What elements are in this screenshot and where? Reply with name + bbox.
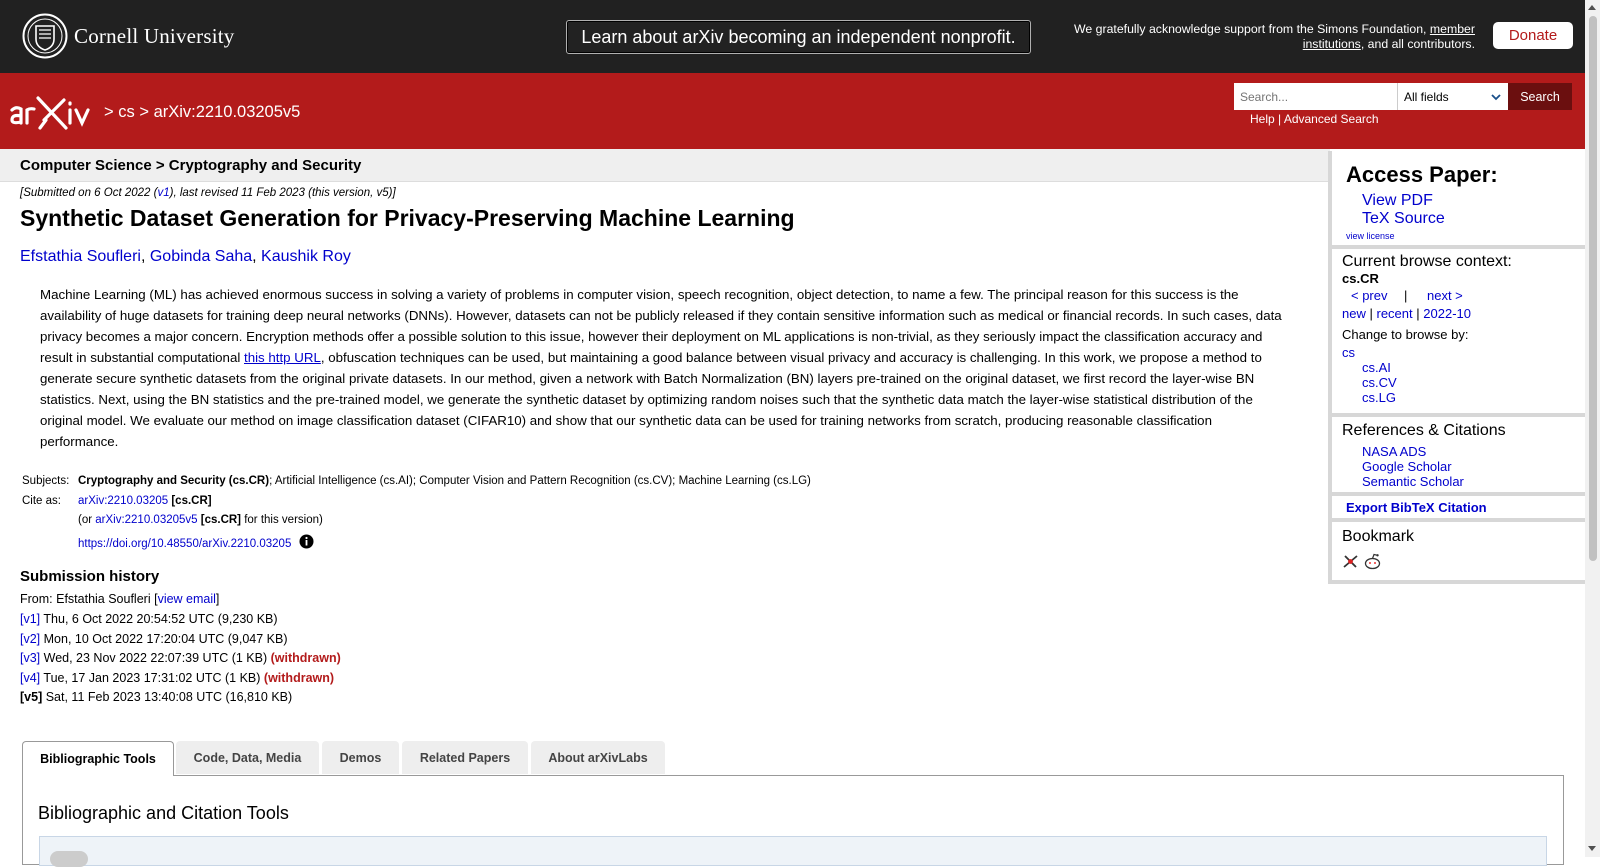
export-bibtex-link[interactable]: Export BibTeX Citation	[1346, 500, 1487, 515]
acknowledgement-text	[1060, 22, 1475, 52]
version-info: Wed, 23 Nov 2022 22:07:39 UTC (1 KB)	[40, 651, 271, 665]
help-link[interactable]: Help	[1250, 112, 1275, 126]
abstract-http-link[interactable]: this http URL	[244, 350, 321, 365]
subjects-label: Subjects:	[22, 475, 70, 487]
google-scholar-link[interactable]: Google Scholar	[1362, 459, 1452, 474]
bookmark-title: Bookmark	[1342, 528, 1415, 545]
ack-prefix: We gratefully acknowledge support from the Simons Foundation,	[1074, 22, 1430, 36]
subject-header: Computer Science > Cryptography and Security	[20, 157, 362, 174]
version-row	[20, 651, 341, 665]
search-input[interactable]: Search...	[1234, 83, 1397, 110]
breadcrumb	[104, 103, 300, 122]
other-subjects: ; Artificial Intelligence (cs.AI); Computer Vision and Pattern Recognition (cs.CV); Machine Learning (cs.LG)	[269, 475, 811, 487]
info-icon[interactable]	[299, 534, 314, 549]
breadcrumb-sep: >	[104, 103, 114, 121]
withdrawn-badge: (withdrawn)	[263, 671, 335, 685]
breadcrumb-paper-id: arXiv:2210.03205v5	[153, 103, 301, 121]
browse-lg-link[interactable]: cs.LG	[1362, 390, 1396, 405]
bibsonomy-icon[interactable]	[1342, 553, 1359, 570]
version-link[interactable]: [v2]	[20, 632, 41, 646]
version-link[interactable]: [v1]	[20, 612, 41, 626]
recent-link[interactable]: recent	[1376, 306, 1413, 321]
author-link[interactable]: Gobinda Saha	[149, 248, 253, 265]
withdrawn-badge: (withdrawn)	[270, 651, 341, 665]
abstract-text: Machine Learning (ML) has achieved enormous success in solving a variety of problems in computer vision, speech recognition, object detection, to name a few. The principal reason for this success is the availability of huge datasets for training deep neural networks (DNNs). However, datasets can not be publicly released if they contain sensitive information such as medical or financial records. In such cases, data privacy becomes a major concern. Encryption methods offer a possible solution to this issue, however their deployment on ML applications is non-trivial, as they seriously impact the classification accuracy and result in substantial computational	[40, 287, 1282, 365]
breadcrumb-cs[interactable]: cs	[118, 103, 135, 121]
version-row-current	[20, 690, 292, 704]
submitter	[20, 592, 219, 606]
bibliographic-explorer-toggle[interactable]	[50, 851, 88, 867]
search-field-value: All fields	[1404, 89, 1449, 104]
sidebar-divider	[1332, 492, 1585, 496]
cite-tag: [cs.CR]	[168, 495, 212, 507]
view-email-link[interactable]: view email	[157, 592, 216, 606]
access-paper-title: Access Paper:	[1346, 162, 1498, 187]
browse-cs-link[interactable]: cs	[1342, 345, 1355, 360]
tex-source-link[interactable]: TeX Source	[1362, 210, 1445, 227]
breadcrumb-sep: >	[139, 103, 149, 121]
new-link[interactable]: new	[1342, 306, 1366, 321]
cornell-wordmark[interactable]: Cornell University	[74, 24, 235, 48]
month-link[interactable]: 2022-10	[1423, 306, 1471, 321]
search-button[interactable]: Search	[1508, 83, 1572, 110]
subjects-value	[78, 475, 811, 487]
next-link[interactable]: next >	[1427, 288, 1463, 303]
donate-button[interactable]: Donate	[1493, 22, 1573, 49]
author-link[interactable]: Kaushik Roy	[261, 248, 351, 265]
view-license-link[interactable]: view license	[1346, 231, 1395, 241]
top-banner	[0, 0, 1585, 73]
cite-version-value	[78, 514, 323, 526]
browse-context-title: Current browse context:	[1342, 253, 1512, 270]
author-sep: ,	[252, 248, 262, 265]
sidebar-divider	[1332, 413, 1585, 417]
subject-header-bar	[0, 149, 1330, 182]
semantic-scholar-link[interactable]: Semantic Scholar	[1362, 474, 1464, 489]
nav-sep: |	[1404, 288, 1408, 303]
author-list	[20, 248, 351, 266]
doi-link[interactable]: https://doi.org/10.48550/arXiv.2210.03205	[78, 538, 292, 550]
bib-tools-heading: Bibliographic and Citation Tools	[38, 803, 289, 823]
cite-version-link[interactable]: arXiv:2210.03205v5	[95, 514, 198, 526]
current-version-label: [v5]	[20, 690, 43, 704]
browse-cv-link[interactable]: cs.CV	[1362, 375, 1397, 390]
submitted-suffix: ), last revised 11 Feb 2023 (this version, v5)]	[169, 187, 396, 199]
submitted-v1-link[interactable]: v1	[157, 187, 170, 199]
references-title: References & Citations	[1342, 422, 1506, 439]
advanced-search-link[interactable]: Advanced Search	[1283, 112, 1379, 126]
search-field-select[interactable]	[1397, 83, 1508, 110]
browse-context: cs.CR	[1342, 271, 1379, 286]
ack-suffix: , and all contributors.	[1360, 37, 1475, 51]
nasa-ads-link[interactable]: NASA ADS	[1362, 444, 1427, 459]
arxiv-header	[0, 73, 1585, 149]
cite-as-label: Cite as:	[22, 495, 61, 507]
change-browse-label: Change to browse by:	[1342, 327, 1469, 342]
help-links	[1250, 112, 1550, 126]
nav-sep: |	[1369, 306, 1373, 321]
bookmark-icons	[1342, 552, 1382, 571]
member-institutions-link[interactable]: member institutions	[1302, 22, 1475, 51]
submitted-prefix: [Submitted on 6 Oct 2022 (	[20, 187, 158, 199]
view-pdf-link[interactable]: View PDF	[1362, 192, 1433, 209]
author-link[interactable]: Efstathia Soufleri	[20, 248, 141, 265]
scroll-up-icon[interactable]	[1588, 5, 1596, 10]
version-link[interactable]: [v3]	[20, 651, 41, 665]
tab-related-papers[interactable]: Related Papers	[402, 741, 528, 774]
from-prefix: From: Efstathia Soufleri [	[20, 592, 158, 606]
version-link[interactable]: [v4]	[20, 671, 41, 685]
page-scrollbar[interactable]	[1585, 0, 1600, 857]
sidebar-divider	[1332, 245, 1585, 249]
tab-about-arxivlabs[interactable]: About arXivLabs	[531, 741, 665, 774]
cite2-tag: [cs.CR]	[197, 514, 242, 526]
paper-title: Synthetic Dataset Generation for Privacy-Preserving Machine Learning	[20, 205, 795, 231]
cite-as-value	[78, 495, 212, 507]
cornell-seal-icon[interactable]	[22, 13, 68, 59]
reddit-icon[interactable]	[1363, 552, 1382, 571]
submission-dates	[20, 187, 396, 199]
sidebar-divider	[1332, 518, 1585, 522]
abstract-text: , obfuscation techniques can be used, but maintaining a good balance between visual privacy and accuracy is challenging. In this work, we propose a method to generate secure synthetic datasets from the original private datasets. In our method, given a network with Batch Normalization (BN) layers pre-trained on the original dataset, we first record the layer-wise BN statistics. Next, using the BN statistics and the pre-trained model, we generate the synthetic dataset by optimizing random noises such that the synthetic data match the layer-wise statistical distribution of the original model. We evaluate our method on image classification dataset (CIFAR10) and show that our synthetic data can be used for training networks from scratch, producing reasonable classification performance.	[40, 350, 1262, 449]
version-row	[20, 612, 278, 626]
arxiv-logo-icon[interactable]	[8, 92, 102, 132]
cite2-prefix: (or	[78, 514, 96, 526]
browse-ai-link[interactable]: cs.AI	[1362, 360, 1391, 375]
primary-subject: Cryptography and Security (cs.CR)	[78, 475, 270, 487]
cite2-suffix: for this version)	[241, 514, 323, 526]
scroll-down-icon[interactable]	[1588, 846, 1596, 851]
cite-id-link[interactable]: arXiv:2210.03205	[78, 495, 169, 507]
prev-link[interactable]: < prev	[1351, 288, 1388, 303]
nav-sep: |	[1416, 306, 1420, 321]
from-suffix: ]	[215, 592, 220, 606]
abstract	[40, 284, 1285, 452]
help-sep: |	[1278, 112, 1282, 126]
browse-links	[1342, 306, 1471, 321]
scroll-thumb[interactable]	[1589, 16, 1597, 561]
sidebar-divider	[1332, 580, 1585, 584]
submission-history-title: Submission history	[20, 568, 160, 585]
doi-value	[78, 534, 314, 550]
version-info: Mon, 10 Oct 2022 17:20:04 UTC (9,047 KB)	[40, 632, 288, 646]
author-sep: ,	[140, 248, 150, 265]
tab-code-data-media[interactable]: Code, Data, Media	[176, 741, 319, 774]
tab-demos[interactable]: Demos	[322, 741, 399, 774]
version-row	[20, 632, 288, 646]
tab-bibliographic-tools[interactable]: Bibliographic Tools	[22, 741, 174, 776]
nonprofit-announcement-button[interactable]: Learn about arXiv becoming an independent nonprofit.	[566, 20, 1031, 54]
bib-tools-box	[39, 836, 1547, 866]
version-info: Tue, 17 Jan 2023 17:31:02 UTC (1 KB)	[40, 671, 264, 685]
chevron-down-icon	[1490, 91, 1502, 103]
version-info: Thu, 6 Oct 2022 20:54:52 UTC (9,230 KB)	[40, 612, 278, 626]
version-row	[20, 671, 334, 685]
version-info: Sat, 11 Feb 2023 13:40:08 UTC (16,810 KB)	[42, 690, 293, 704]
